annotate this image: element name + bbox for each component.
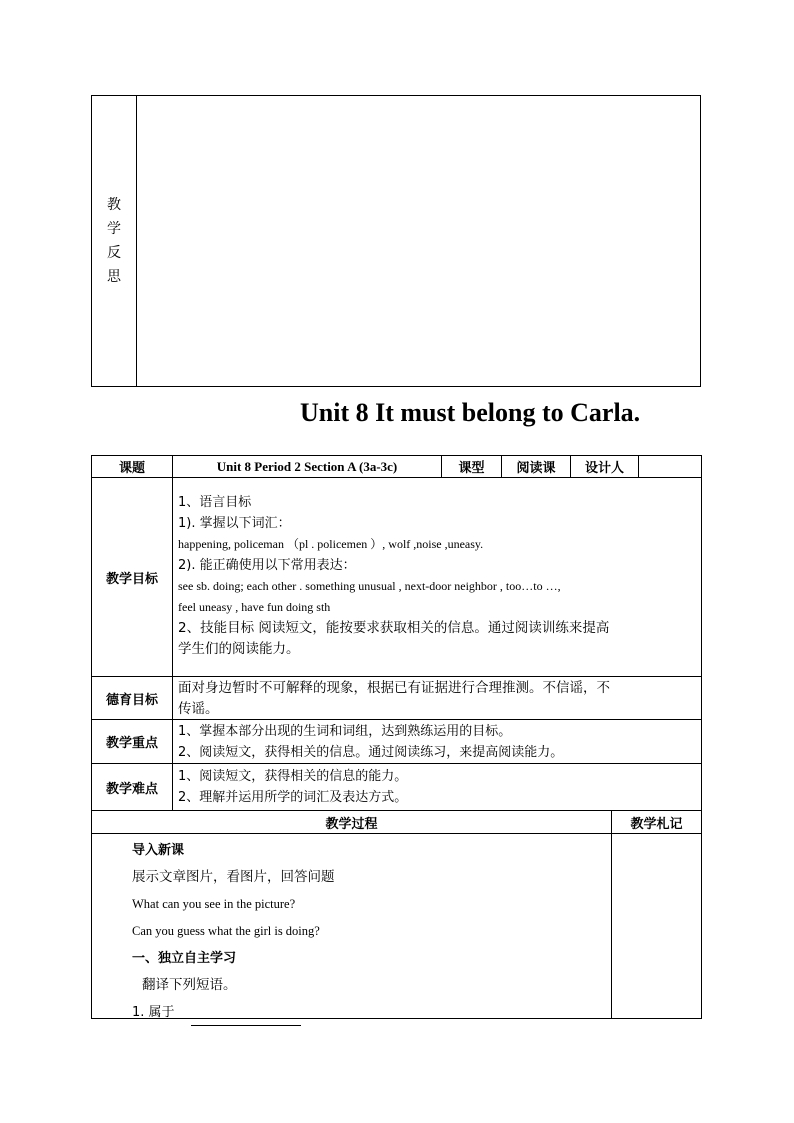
type-label: 课型 [458,461,485,476]
difficulty-line: 1、阅读短文，获得相关的信息的能力。 [178,769,408,784]
section-text: 翻译下列短语。 [142,977,237,993]
key-point-line: 2、阅读短文，获得相关的信息。通过阅读练习，来提高阅读能力。 [178,745,564,760]
section-heading: 一、独立自主学习 [132,951,237,966]
topic-label: 课题 [118,461,145,476]
question-line: Can you guess what the girl is doing? [132,924,320,938]
difficulties-content [178,766,698,808]
answer-blank[interactable] [191,1011,301,1026]
reflection-char: 反 [107,245,121,261]
intro-text: 展示文章图片，看图片，回答问题 [132,869,335,885]
goals-line: happening, policeman （pl . policemen ）, wolf ,noise ,uneasy. [178,537,484,551]
goals-line: 学生们的阅读能力。 [178,641,300,657]
goals-content [178,492,698,660]
notes-label: 教学札记 [630,816,683,832]
reflection-char: 学 [107,221,121,237]
key-point-line: 1、掌握本部分出现的生词和词组，达到熟练运用的目标。 [178,724,512,739]
goals-line: see sb. doing; each other . something unusual , next-door neighbor , too…to …, [178,579,561,593]
notes-area[interactable] [612,834,701,1018]
exercise-item-label: 1. 属于 [132,1005,175,1020]
exercise-item [132,999,602,1026]
goals-line: 1). 掌握以下词汇： [178,516,291,531]
moral-line: 传谣。 [178,701,219,717]
designer-value[interactable] [639,456,701,477]
question-line: What can you see in the picture? [132,897,296,911]
type-value: 阅读课 [516,461,556,476]
difficulty-line: 2、理解并运用所学的词汇及表达方式。 [178,790,408,805]
reflection-table [91,95,701,387]
reflection-content[interactable] [138,96,700,386]
designer-label: 设计人 [584,461,624,476]
process-content [132,837,602,1026]
key-points-content [178,721,698,763]
reflection-char: 思 [107,269,121,285]
moral-content [178,678,698,720]
reflection-label [92,96,137,386]
goals-line: 2). 能正确使用以下常用表达： [178,558,356,573]
goals-label: 教学目标 [105,571,158,587]
key-points-label: 教学重点 [105,736,158,751]
lesson-plan-table [91,455,702,1019]
topic-value: Unit 8 Period 2 Section A (3a-3c) [216,458,398,474]
difficulties-label: 教学难点 [105,781,158,797]
goals-line: 1、语言目标 [178,495,252,510]
intro-heading: 导入新课 [132,843,185,858]
reflection-char: 教 [107,197,121,213]
moral-line: 面对身边暂时不可解释的现象，根据已有证据进行合理推测。不信谣，不 [178,680,610,696]
goals-line: feel uneasy , have fun doing sth [178,600,331,614]
moral-label: 德育目标 [105,692,158,708]
page-title: Unit 8 It must belong to Carla. [300,398,641,427]
goals-line: 2、技能目标 阅读短文，能按要求获取相关的信息。通过阅读训练来提高 [178,620,610,636]
process-label: 教学过程 [325,816,378,832]
